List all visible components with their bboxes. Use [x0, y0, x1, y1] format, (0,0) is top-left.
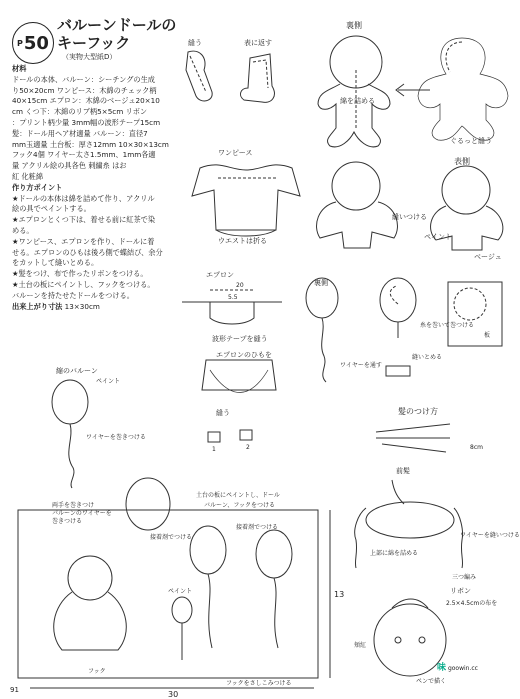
doll-front-illustration — [317, 162, 503, 250]
label-step-2: 2 — [246, 444, 250, 451]
label-doll-wire: バルーンのワイヤーを — [52, 510, 112, 517]
label-sew-sock: 縫う — [188, 39, 202, 47]
label-apron-tie: エプロンのひもを — [216, 351, 272, 359]
pattern-number-badge — [12, 22, 54, 64]
tips-line: をカットして縫いとめる。 — [12, 258, 99, 268]
tips-line: ★髪をつけ、布で作ったリボンをつける。 — [12, 269, 148, 279]
materials-line: ：プリント柄少量 3mm幅の波形テープ15cm — [12, 117, 161, 127]
label-balloon: 縮のバルーン — [56, 367, 98, 375]
label-wire-sew: ワイヤーを縫いつける — [460, 532, 520, 539]
materials-line: 量 アクリル絵の具各色 刺繍糸 はお — [12, 161, 127, 171]
label-hook: フック — [88, 668, 106, 675]
label-apron: エプロン — [206, 271, 234, 279]
tips-line: ★ドールの本体は綿を詰めて作り、アクリル — [12, 193, 155, 203]
label-wire-doll: ワイヤーを巻きつける — [86, 434, 146, 441]
tips-heading: 作り方ポイント — [12, 182, 63, 192]
materials-line: cm くつ下：木綿のリブ柄5×5cm リボン — [12, 107, 148, 117]
materials-line: フック4個 ワイヤー太さ1.5mm、1mm各適 — [12, 150, 156, 160]
label-beige: ベージュ — [474, 253, 502, 261]
sock-illustration — [186, 51, 274, 102]
label-board: 板 — [484, 332, 491, 339]
label-hand-wrap: 両手を巻きつけ — [52, 502, 95, 509]
label-braid: 三つ編み — [452, 574, 477, 581]
doll-pattern-illustration — [396, 38, 508, 140]
materials-heading: 材料 — [12, 64, 27, 73]
tips-line: 絵の具でペイントする。 — [12, 204, 91, 214]
label-board-paint: 土台の板にペイントし、ドール — [196, 492, 280, 499]
label-glue-top: 接着剤でつける — [236, 524, 279, 531]
tips-line: バルーンを持たせたドールをつける。 — [12, 290, 134, 300]
label-back-side: 裏側 — [346, 21, 362, 30]
materials-line: 髪：ドール用ヘア材適量 バルーン：直径7 — [12, 128, 148, 138]
label-waist-turn: ウエストは折る — [218, 237, 267, 245]
label-stuff: 綿を詰める — [340, 97, 375, 105]
size-value: 13×30cm — [64, 301, 100, 311]
doll-back-illustration — [318, 36, 390, 147]
materials-section — [12, 64, 172, 312]
label-paint: ペイント — [424, 233, 452, 241]
badge-number: 50 — [23, 32, 49, 54]
label-sew-around: ぐるっと縫う — [450, 137, 492, 145]
label-sew-on: 縫いつける — [392, 213, 427, 221]
size-label: 出来上がり寸法 — [12, 301, 63, 311]
label-glue-doll: 接着剤でつける — [150, 534, 193, 541]
label-tape: 波形テープを縫う — [212, 335, 268, 343]
label-apron-dim: 5.5 — [228, 294, 238, 301]
materials-line: 紅 化粧綿 — [12, 171, 44, 181]
label-onepiece: ワンピース — [218, 149, 253, 157]
label-front-face: 表に返す — [244, 39, 272, 47]
tips-line: ★ワンピース、エプロンを作り、ドールに着 — [12, 236, 155, 246]
label-ribbon: リボン — [450, 587, 471, 595]
materials-line: mm玉適量 土台板：厚さ12mm 10×30×13cm — [12, 139, 169, 149]
label-sew-a: 縫う — [216, 409, 230, 417]
label-step-1: 1 — [212, 446, 216, 453]
tips-line: ★エプロンとくつ下は、着せる前に紅茶で染 — [12, 215, 156, 225]
label-board-width: 30 — [168, 690, 179, 699]
label-balloon-paint: ペイント — [96, 378, 121, 385]
onepiece-illustration — [192, 165, 300, 236]
label-hair-attach: 髪のつけ方 — [398, 407, 438, 416]
label-attach-hook: フックをさしこみつける — [226, 680, 292, 687]
label-wire-wrap: 糸を巻いて巻つける — [420, 322, 475, 329]
badge-prefix: P — [17, 38, 23, 48]
label-cheek: 頬紅 — [354, 642, 367, 649]
label-hair-size: 8cm — [470, 444, 483, 451]
label-doll-wire2: 巻きつける — [52, 518, 83, 525]
logo-site: goowin.cc — [447, 665, 478, 672]
label-ribbon-size: 2.5×4.5cmの布を — [446, 600, 498, 607]
tips-line: ★土台の板にペイントし、フックをつける。 — [12, 279, 155, 289]
page-subtitle: （実物大型紙D） — [62, 53, 117, 61]
label-board-height: 13 — [334, 590, 345, 599]
label-paint2: ペイント — [168, 588, 193, 595]
site-logo — [437, 660, 478, 673]
finished-size — [12, 302, 172, 313]
tips-line: せる。エプロンのひもは後ろ側で蝶結び、余分 — [12, 247, 163, 257]
label-sew-gather: 縫いとめる — [412, 354, 443, 361]
logo-mark: 味 — [437, 663, 447, 673]
apron-illustration — [182, 290, 282, 442]
label-bangs: 前髪 — [396, 467, 410, 475]
page-number: 91 — [10, 686, 19, 694]
label-board-paint2: バルーン、フックをつける — [204, 502, 275, 509]
label-pen: ペンで描く — [416, 678, 447, 685]
label-apron-width: 20 — [236, 282, 244, 289]
label-front-side: 表側 — [454, 157, 470, 166]
label-wire-through: ワイヤーを通す — [340, 362, 382, 369]
materials-line: ドールの本体、バルーン：シーチングの生成 — [12, 74, 155, 84]
page-title: バルーンドールの キーフック — [57, 16, 177, 52]
materials-line: り50×20cm ワンピース：木綿のチェック柄 — [12, 85, 157, 95]
label-top-stuff: 上部に綿を詰める — [370, 550, 419, 557]
label-balloon-back: 裏側 — [314, 279, 328, 287]
tips-line: める。 — [12, 225, 34, 235]
materials-line: 40×15cm エプロン：木綿のベージュ20×10 — [12, 96, 160, 106]
